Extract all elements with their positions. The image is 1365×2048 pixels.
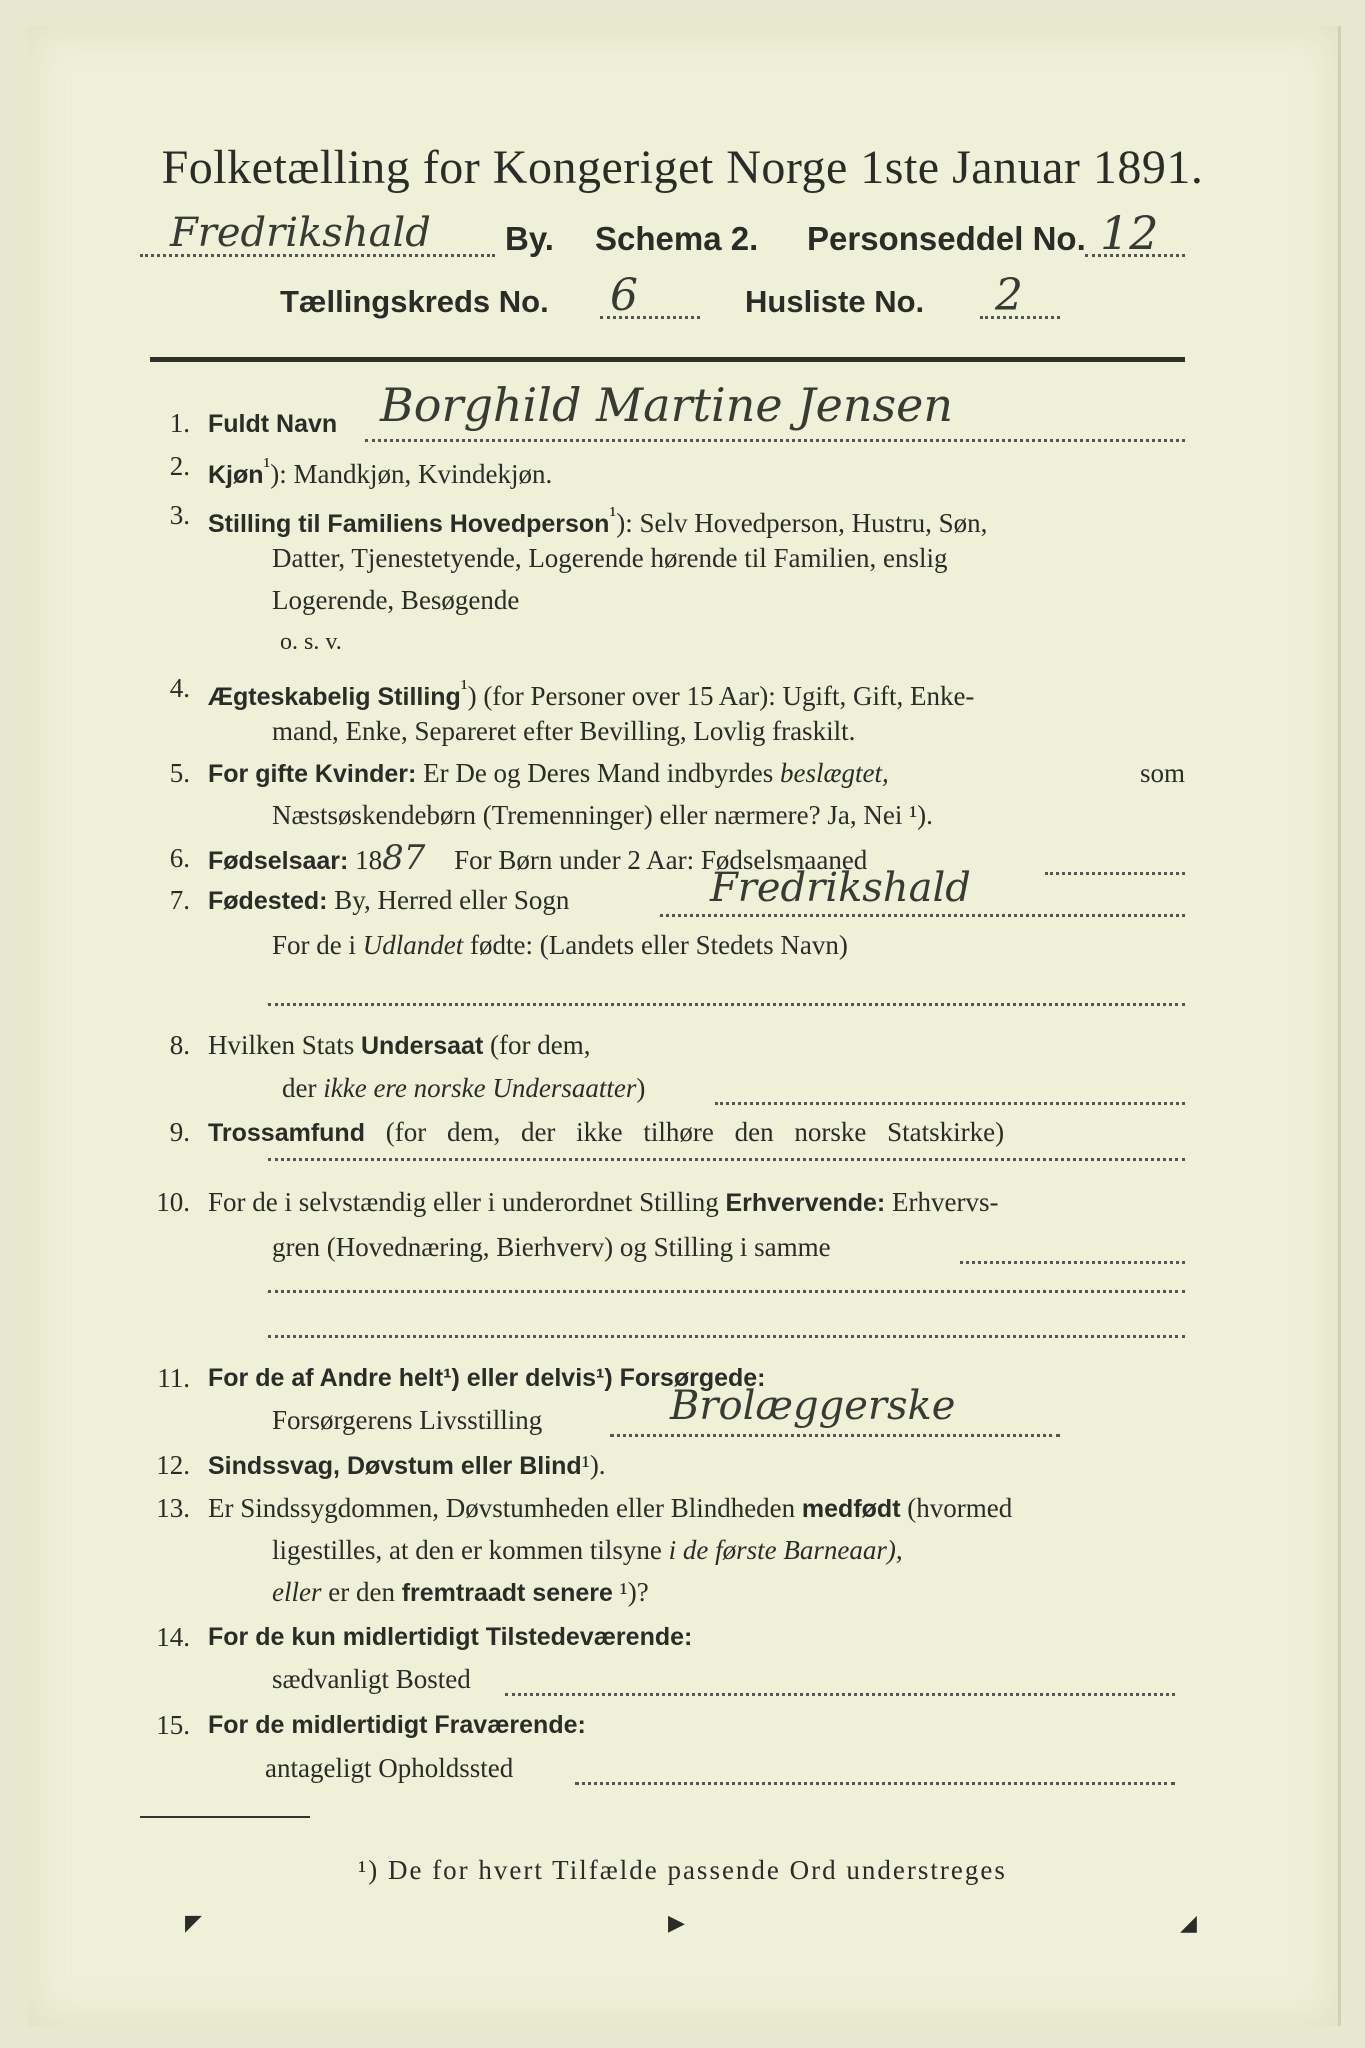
q10-text-a: For de i selvstændig eller i underordnet Stilling [208, 1187, 719, 1217]
q13-text3a: er den [328, 1577, 395, 1607]
personseddel-number: 12 [1100, 206, 1159, 260]
q4-text: ) (for Personer over 15 Aar): Ugift, Gift, Enke- [467, 681, 975, 711]
q6-year-value: 87 [382, 838, 426, 878]
q3-number: 3. [169, 500, 190, 530]
q11-dots [610, 1434, 1060, 1437]
q13-number: 13. [156, 1493, 190, 1523]
q12-label: Sindssvag, Døvstum eller Blind [208, 1452, 582, 1480]
q8-text2-italic: ikke ere norske Undersaatter [323, 1073, 637, 1103]
q13-label3: fremtraadt senere [401, 1579, 613, 1607]
q6-label: Fødselsaar: [208, 847, 349, 875]
footnote: ¹) De for hvert Tilfælde passende Ord understreges [358, 1855, 1007, 1885]
q1-name-value: Borghild Martine Jensen [380, 378, 953, 432]
q11-text: For de af Andre helt¹) eller delvis¹) Forsørgede: [208, 1364, 766, 1392]
q5-line [208, 753, 1185, 794]
corner-mark-left: ◤ [185, 1910, 202, 1935]
q8-text2b: ) [636, 1073, 646, 1103]
schema-label: Schema 2. [595, 220, 759, 257]
q8-text-a: Hvilken Stats [208, 1030, 355, 1060]
husliste-dots [980, 316, 1060, 319]
q6-number: 6. [169, 843, 190, 873]
q13-line3 [272, 1572, 1185, 1613]
q7-dots-2 [268, 1003, 1185, 1006]
q7-text: By, Herred eller Sogn [334, 885, 570, 915]
q13-line2 [272, 1530, 1185, 1570]
q10-dots-2 [268, 1290, 1185, 1293]
header-line-city [140, 206, 1190, 270]
q13-line [208, 1488, 1185, 1529]
q9-label: Trossamfund [208, 1119, 365, 1147]
q5-label: For gifte Kvinder: [208, 760, 417, 788]
q3-text: ): Selv Hovedperson, Hustru, Søn, [616, 508, 988, 538]
q7-label: Fødested: [208, 887, 328, 915]
q14-text2: sædvanligt Bosted [272, 1664, 471, 1694]
q10-number: 10. [156, 1187, 190, 1217]
q4-text2: mand, Enke, Separeret efter Bevilling, Lovlig fraskilt. [272, 716, 856, 746]
q12-line [208, 1445, 1185, 1486]
q4-number: 4. [169, 673, 190, 703]
q2-label: Kjøn [208, 461, 264, 489]
q13-text-b: (hvormed [907, 1493, 1013, 1523]
q3-text4: o. s. v. [280, 629, 342, 655]
header-line-kreds [280, 270, 1080, 330]
q7-number: 7. [169, 885, 190, 915]
q12-number: 12. [156, 1450, 190, 1480]
q7-text2b: fødte: (Landets eller Stedets Navn) [470, 930, 848, 960]
q7-line2 [272, 925, 1185, 965]
q15-dots [575, 1782, 1175, 1785]
q1-label: Fuldt Navn [208, 410, 338, 438]
q13-text-a: Er Sindssygdommen, Døvstumheden eller Blindheden [208, 1493, 796, 1523]
q9-line [208, 1112, 1185, 1153]
q12-text: ¹). [581, 1450, 606, 1480]
q3-label: Stilling til Familiens Hovedperson [208, 510, 610, 538]
q8-text2a: der [282, 1073, 317, 1103]
q8-dots [715, 1102, 1185, 1105]
q14-dots [505, 1693, 1175, 1696]
q8-number: 8. [169, 1030, 190, 1060]
personseddel-label: Personseddel No. [807, 220, 1086, 257]
footnote-rule [140, 1816, 310, 1818]
q13-text3b: ¹)? [619, 1577, 649, 1607]
q10-dots-3 [268, 1335, 1185, 1338]
q7-text2-italic: Udlandet [362, 930, 464, 960]
city-handwritten: Fredrikshald [170, 210, 431, 256]
q11-livsstilling-value: Brolæggerske [670, 1383, 956, 1429]
q2-number: 2. [169, 451, 190, 481]
q2-text: ): Mandkjøn, Kvindekjøn. [270, 459, 553, 489]
q13-label: medfødt [801, 1495, 901, 1523]
q4-label: Ægteskabelig Stilling [208, 683, 461, 711]
q13-text3-italic: eller [272, 1577, 322, 1607]
husliste-label: Husliste No. [745, 284, 925, 319]
corner-mark-right: ◢ [1180, 1910, 1197, 1935]
q4-line [208, 668, 1185, 717]
q15-number: 15. [156, 1710, 190, 1740]
q7-text2a: For de i [272, 930, 356, 960]
q3-sup: ¹ [609, 502, 617, 527]
q5-italic: beslægtet, [780, 758, 889, 788]
q6-line [208, 838, 1185, 881]
husliste-number: 2 [995, 270, 1023, 321]
personseddel-dots [1085, 254, 1185, 257]
q6-dots [1045, 872, 1185, 875]
q4-sup: ¹ [460, 675, 468, 700]
corner-mark-center: ▶ [668, 1910, 685, 1935]
kreds-label: Tællingskreds No. [280, 284, 549, 319]
kreds-number: 6 [610, 270, 638, 321]
q5-number: 5. [169, 758, 190, 788]
q13-text2a: ligestilles, at den er kommen tilsyne [272, 1535, 662, 1565]
q5-text2: Næstsøskendebørn (Tremenninger) eller nærmere? Ja, Nei ¹). [272, 800, 933, 830]
q10-label: Erhvervende: [725, 1189, 886, 1217]
q1-number: 1. [169, 408, 190, 438]
q14-number: 14. [156, 1622, 190, 1652]
q8-line [208, 1025, 1185, 1066]
q10-line [208, 1182, 1185, 1223]
q2-sup: ¹ [263, 453, 271, 478]
q15-text2: antageligt Opholdssted [265, 1753, 514, 1783]
q10-dots [960, 1261, 1185, 1264]
q8-text-b: (for dem, [490, 1030, 591, 1060]
q9-text: (for dem, der ikke tilhøre den norske Statskirke) [385, 1117, 1005, 1147]
q6-prefix: 18 [355, 845, 383, 875]
q2-line [208, 446, 1185, 495]
city-label: By. [505, 220, 554, 257]
q9-dots [268, 1158, 1185, 1161]
q9-number: 9. [169, 1117, 190, 1147]
kreds-dots [600, 316, 700, 319]
q3-text3: Logerende, Besøgende [272, 585, 520, 615]
q14-label: For de kun midlertidigt Tilstedeværende: [208, 1623, 693, 1651]
q7-birthplace-value: Fredrikshald [710, 865, 971, 911]
q13-text2-italic: i de første Barneaar), [668, 1535, 903, 1565]
q11-number: 11. [157, 1363, 190, 1393]
q3-text2: Datter, Tjenestetyende, Logerende hørende til Familien, enslig [272, 543, 948, 573]
q10-text2: gren (Hovednæring, Bierhverv) og Stilling i samme [272, 1232, 831, 1262]
q5-text-end: som [1139, 758, 1185, 788]
q7-dots [660, 914, 1185, 917]
q6-text: For Børn under 2 Aar: Fødselsmaaned [454, 845, 868, 875]
q8-label: Undersaat [361, 1032, 484, 1060]
form-title: Folketælling for Kongeriget Norge 1ste Januar 1891. [161, 141, 1204, 194]
q1-dots [365, 439, 1185, 442]
city-dots [140, 254, 495, 257]
header-rule [150, 357, 1185, 362]
q3-line [208, 495, 1185, 544]
q10-text-b: Erhvervs- [892, 1187, 999, 1217]
q15-label: For de midlertidigt Fraværende: [208, 1711, 586, 1739]
q5-text: Er De og Deres Mand indbyrdes [423, 758, 774, 788]
q11-text2: Forsørgerens Livsstilling [272, 1405, 543, 1435]
